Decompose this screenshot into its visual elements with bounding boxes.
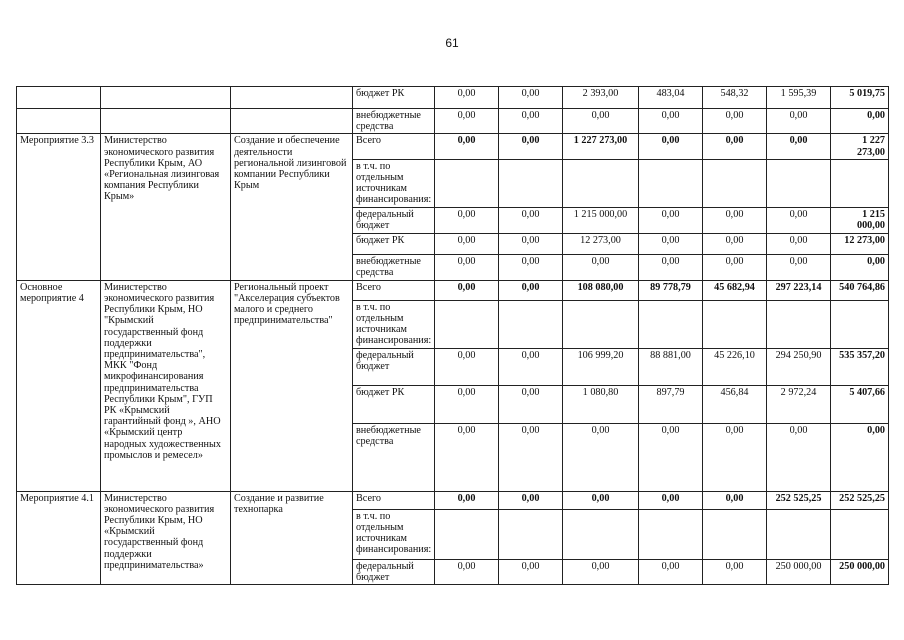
table-cell: 456,84 [703, 385, 767, 423]
table-cell: 0,00 [639, 134, 703, 159]
table-cell: 0,00 [499, 385, 563, 423]
table-cell: 0,00 [703, 491, 767, 509]
table-cell [639, 159, 703, 207]
table-cell: 540 764,86 [831, 280, 889, 300]
table-cell: 0,00 [435, 254, 499, 280]
table-cell [639, 300, 703, 348]
table-cell: 1 227 273,00 [831, 134, 889, 159]
table-row [17, 109, 889, 134]
table-cell: внебюджетные средства [353, 109, 435, 134]
table-cell: Министерство экономического развития Республики Крым, НО "Крымский государственный фонд поддержки предпринимательства", МКК "Фонд микрофинансирования предпринимательства Республики Крым", ГУП РК «Крымский гарантийный фонд », АНО «Крымский центр народных художественных промыслов и ремесел» [101, 280, 231, 491]
table-cell: 0,00 [499, 348, 563, 385]
table-cell: 0,00 [563, 559, 639, 584]
table-cell: 483,04 [639, 87, 703, 109]
table-cell: 0,00 [767, 233, 831, 254]
table-cell: 0,00 [499, 254, 563, 280]
table-cell: Мероприятие 4.1 [17, 491, 101, 584]
table-cell: бюджет РК [353, 87, 435, 109]
table-cell: 108 080,00 [563, 280, 639, 300]
table-cell: 0,00 [563, 254, 639, 280]
table-cell [499, 300, 563, 348]
table-cell: 0,00 [499, 233, 563, 254]
table-cell: федеральный бюджет [353, 207, 435, 233]
table-cell: 0,00 [831, 254, 889, 280]
table-cell: Создание и развитие технопарка [231, 491, 353, 584]
table-cell [17, 109, 101, 134]
table-cell: внебюджетные средства [353, 254, 435, 280]
table-cell: Всего [353, 491, 435, 509]
table-cell: 0,00 [563, 423, 639, 491]
table-cell: 0,00 [435, 559, 499, 584]
table-cell: Создание и обеспечение деятельности региональной лизинговой компании Республики Крым [231, 134, 353, 280]
table-cell [231, 109, 353, 134]
table-cell [831, 159, 889, 207]
table-cell: бюджет РК [353, 385, 435, 423]
table-cell: 0,00 [703, 559, 767, 584]
table-cell: 0,00 [831, 423, 889, 491]
table-cell: 0,00 [767, 254, 831, 280]
table-row [17, 491, 889, 509]
table-cell: 0,00 [703, 254, 767, 280]
table-cell [831, 300, 889, 348]
table-cell [831, 509, 889, 559]
table-cell: 0,00 [639, 423, 703, 491]
table-cell [563, 509, 639, 559]
table-cell: 250 000,00 [831, 559, 889, 584]
table-cell: 0,00 [435, 233, 499, 254]
table-cell: 0,00 [831, 109, 889, 134]
table-cell: в т.ч. по отдельным источникам финансирования: [353, 159, 435, 207]
table-cell: 535 357,20 [831, 348, 889, 385]
table-cell [639, 509, 703, 559]
table-cell [17, 87, 101, 109]
table-cell: 0,00 [499, 423, 563, 491]
table-cell: 0,00 [435, 280, 499, 300]
table-cell [767, 509, 831, 559]
table-cell: 2 972,24 [767, 385, 831, 423]
table-cell: Всего [353, 280, 435, 300]
table-cell: в т.ч. по отдельным источникам финансирования: [353, 300, 435, 348]
table-cell: федеральный бюджет [353, 348, 435, 385]
table-row [17, 134, 889, 159]
table-cell: Региональный проект "Акселерация субъектов малого и среднего предпринимательства" [231, 280, 353, 491]
table-cell [767, 159, 831, 207]
table-cell: 297 223,14 [767, 280, 831, 300]
budget-table [16, 86, 889, 585]
table-cell [499, 509, 563, 559]
table-cell [563, 159, 639, 207]
table-cell: Всего [353, 134, 435, 159]
table-cell [703, 509, 767, 559]
table-cell: 0,00 [435, 134, 499, 159]
table-cell: 0,00 [435, 87, 499, 109]
table-cell [101, 109, 231, 134]
table-cell: 0,00 [435, 109, 499, 134]
table-cell: бюджет РК [353, 233, 435, 254]
table-cell: 106 999,20 [563, 348, 639, 385]
table-cell: 0,00 [767, 109, 831, 134]
table-cell [435, 159, 499, 207]
table-cell: Основное мероприятие 4 [17, 280, 101, 491]
table-cell [101, 87, 231, 109]
table-cell: 0,00 [639, 109, 703, 134]
table-cell: 0,00 [703, 423, 767, 491]
table-cell: 0,00 [435, 385, 499, 423]
table-cell: 1 080,80 [563, 385, 639, 423]
table-cell: 252 525,25 [831, 491, 889, 509]
table-cell: 0,00 [435, 491, 499, 509]
table-cell: 5 407,66 [831, 385, 889, 423]
table-cell: 45 682,94 [703, 280, 767, 300]
table-cell: 88 881,00 [639, 348, 703, 385]
table-cell: 294 250,90 [767, 348, 831, 385]
table-cell: 5 019,75 [831, 87, 889, 109]
table-cell: 0,00 [703, 134, 767, 159]
table-cell: 897,79 [639, 385, 703, 423]
table-cell [703, 159, 767, 207]
table-cell: 0,00 [499, 109, 563, 134]
table-cell: 0,00 [767, 423, 831, 491]
table-cell: 45 226,10 [703, 348, 767, 385]
table-cell [435, 509, 499, 559]
table-cell: 0,00 [703, 109, 767, 134]
table-cell [231, 87, 353, 109]
table-cell: 0,00 [499, 87, 563, 109]
table-cell [563, 300, 639, 348]
table-cell: 0,00 [435, 423, 499, 491]
table-cell: 0,00 [639, 491, 703, 509]
table-cell: 0,00 [639, 254, 703, 280]
table-cell: 548,32 [703, 87, 767, 109]
table-cell: 252 525,25 [767, 491, 831, 509]
table-cell: 1 215 000,00 [831, 207, 889, 233]
table-cell: 0,00 [435, 207, 499, 233]
table-cell: 2 393,00 [563, 87, 639, 109]
table-cell [767, 300, 831, 348]
table-cell: 0,00 [639, 207, 703, 233]
table-cell: 0,00 [499, 559, 563, 584]
table-cell: внебюджетные средства [353, 423, 435, 491]
table-cell: 0,00 [499, 491, 563, 509]
table-cell: 0,00 [499, 207, 563, 233]
table-cell: 250 000,00 [767, 559, 831, 584]
table-cell: в т.ч. по отдельным источникам финансирования: [353, 509, 435, 559]
table-row [17, 87, 889, 109]
table-cell: 0,00 [767, 207, 831, 233]
table-cell: 0,00 [563, 491, 639, 509]
table-cell: 0,00 [703, 233, 767, 254]
page-number: 61 [445, 36, 459, 50]
table-cell: Министерство экономического развития Республики Крым, НО «Крымский государственный фонд поддержки предпринимательства» [101, 491, 231, 584]
table-cell: 0,00 [703, 207, 767, 233]
table-row [17, 280, 889, 300]
table-cell: 0,00 [499, 134, 563, 159]
table-cell: 12 273,00 [563, 233, 639, 254]
table-cell: 0,00 [435, 348, 499, 385]
table-cell: 0,00 [639, 559, 703, 584]
table-cell: 89 778,79 [639, 280, 703, 300]
table-cell: 1 595,39 [767, 87, 831, 109]
table-cell: Мероприятие 3.3 [17, 134, 101, 280]
table-cell: федеральный бюджет [353, 559, 435, 584]
table-cell: 1 215 000,00 [563, 207, 639, 233]
table-cell: 0,00 [767, 134, 831, 159]
table-cell: 1 227 273,00 [563, 134, 639, 159]
table-cell [703, 300, 767, 348]
table-cell: Министерство экономического развития Республики Крым, АО «Региональная лизинговая компания Республики Крым» [101, 134, 231, 280]
table-cell: 12 273,00 [831, 233, 889, 254]
table-cell: 0,00 [563, 109, 639, 134]
table-cell [499, 159, 563, 207]
table-cell: 0,00 [499, 280, 563, 300]
table-cell [435, 300, 499, 348]
table-cell: 0,00 [639, 233, 703, 254]
